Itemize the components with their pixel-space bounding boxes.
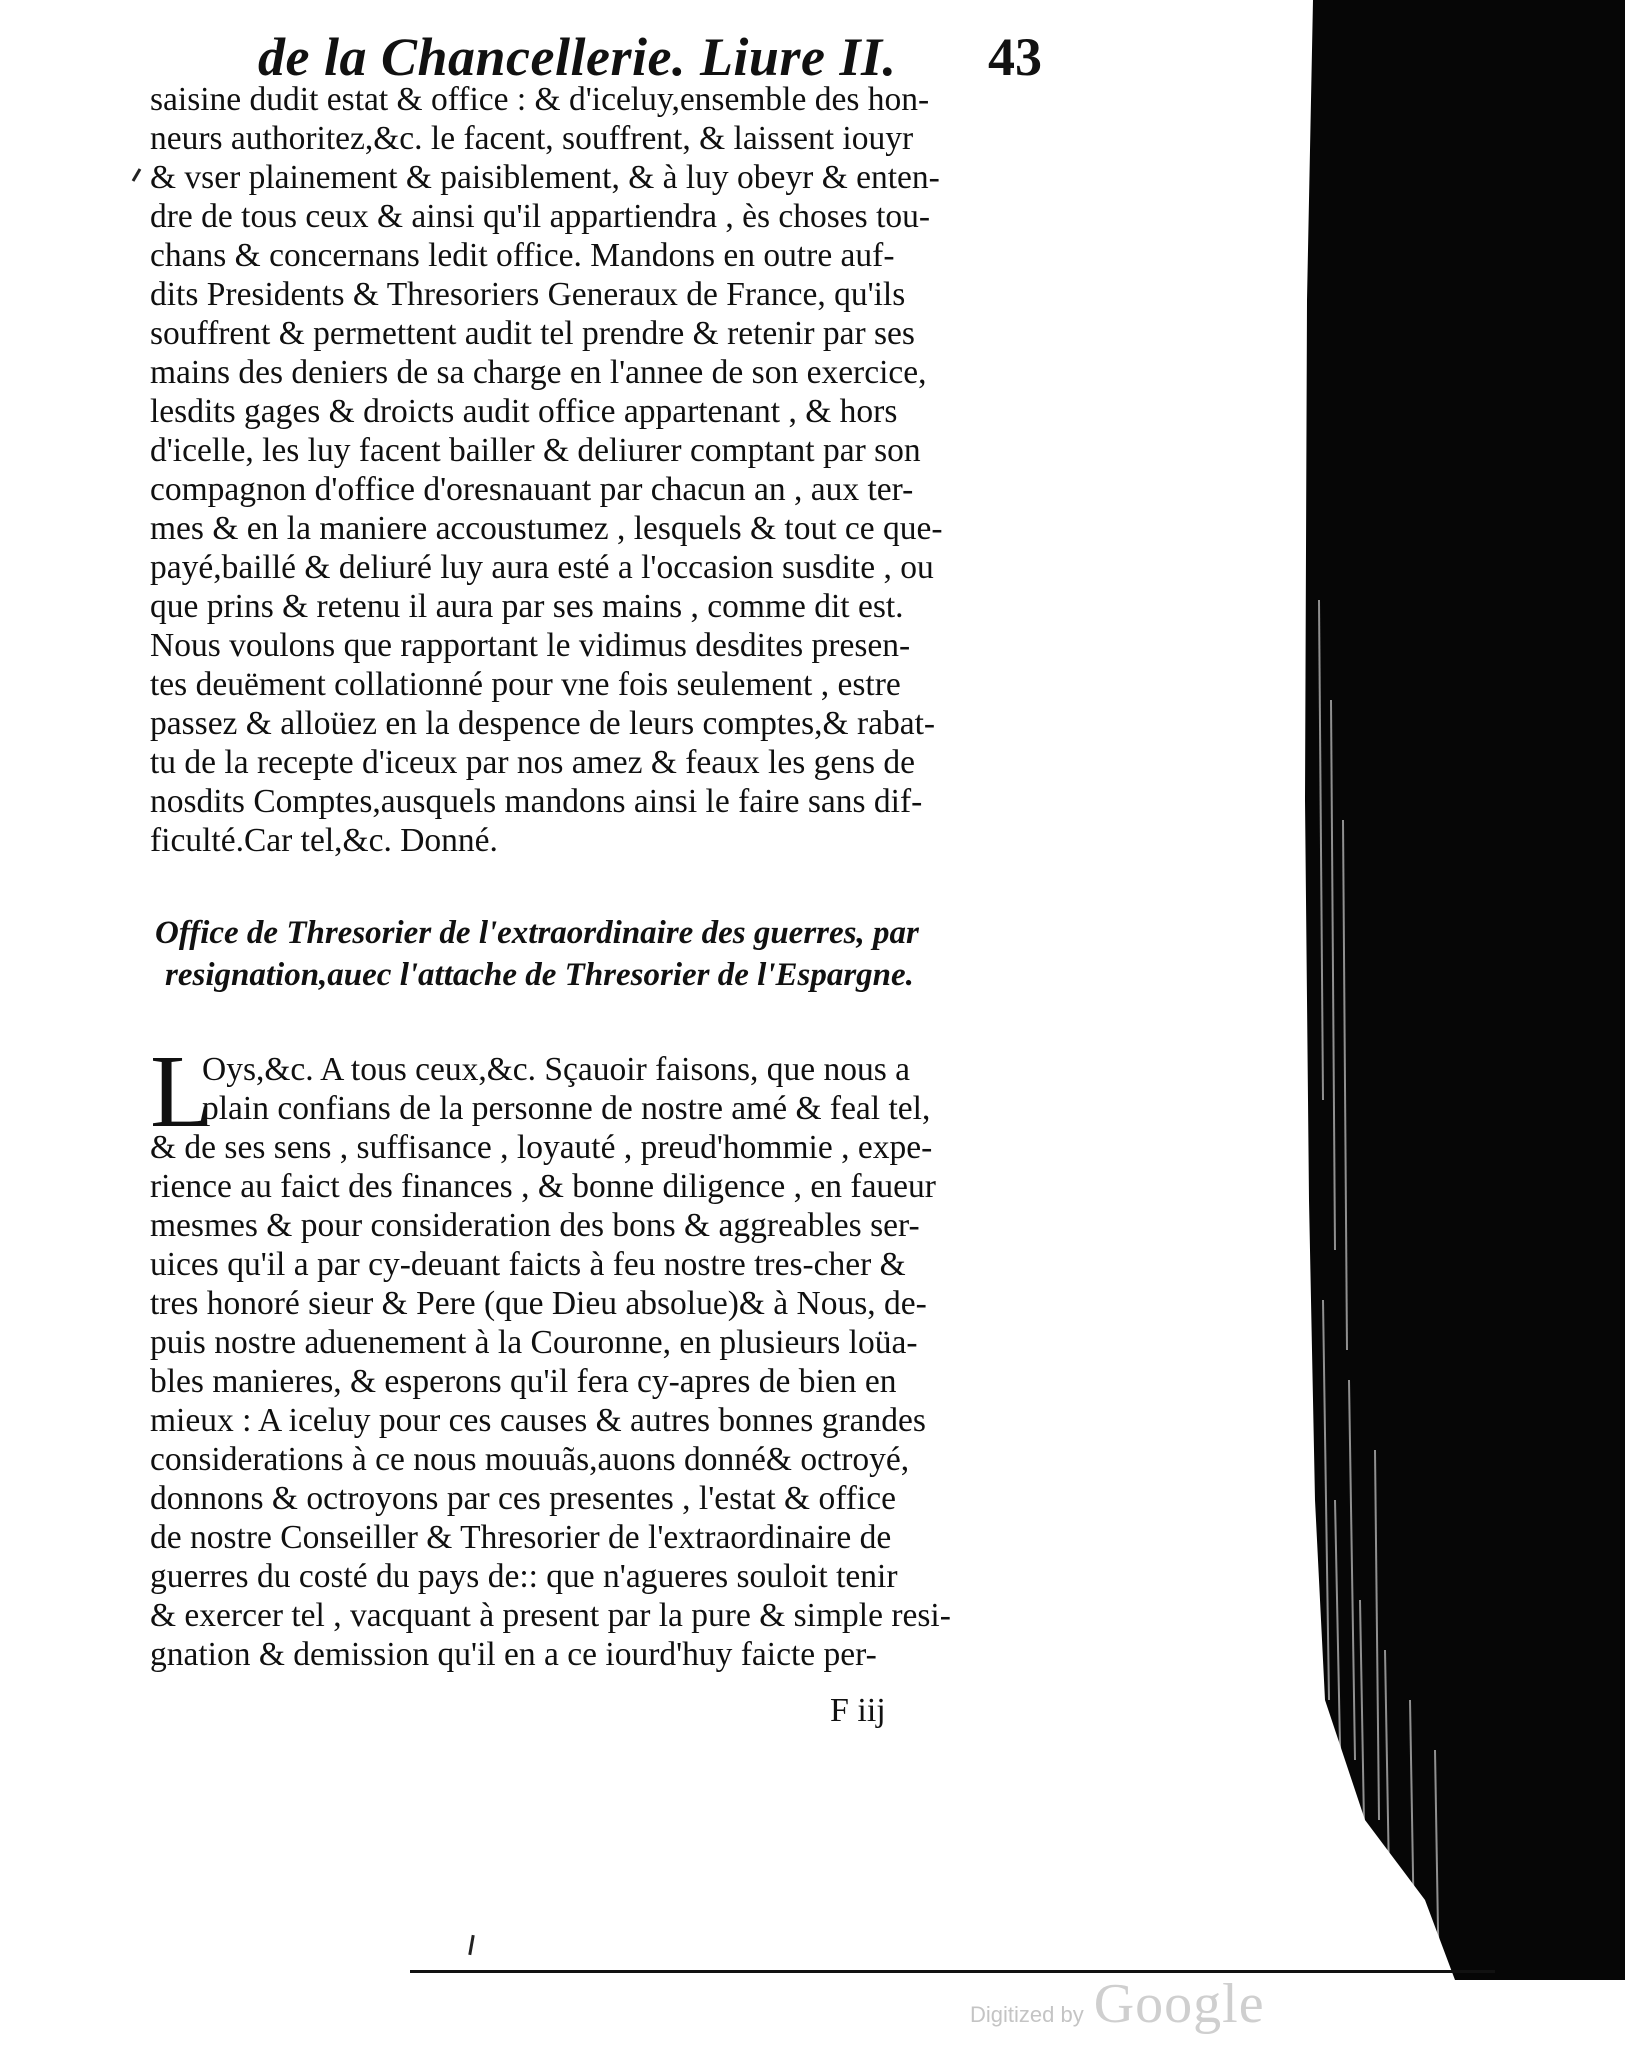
- text-line: tes deuëment collationné pour vne fois seulement , estre: [150, 666, 901, 703]
- paragraph-first: [150, 80, 1030, 860]
- bottom-rule: [410, 1970, 1495, 1973]
- text-line: passez & alloüez en la despence de leurs comptes,& rabat-: [150, 705, 936, 742]
- watermark-prefix: Digitized by: [970, 2002, 1084, 2027]
- text-line: mesmes & pour consideration des bons & aggreables ser-: [150, 1207, 920, 1244]
- heading-line: resignation,auec l'attache de Thresorier de l'Espargne.: [165, 957, 914, 993]
- text-line: que prins & retenu il aura par ses mains , comme dit est.: [150, 588, 904, 625]
- text-line: plain confians de la personne de nostre amé & feal tel,: [202, 1090, 931, 1127]
- text-line: mains des deniers de sa charge en l'annee de son exercice,: [150, 354, 927, 391]
- text-line: ficulté.Car tel,&c. Donné.: [150, 822, 498, 859]
- text-line: donnons & octroyons par ces presentes , l'estat & office: [150, 1480, 896, 1517]
- text-line: considerations à ce nous mouuãs,auons donné& octroyé,: [150, 1441, 910, 1478]
- text-line: tres honoré sieur & Pere (que Dieu absolue)& à Nous, de-: [150, 1285, 927, 1322]
- digitization-watermark: [970, 1972, 1265, 2036]
- text-line: & exercer tel , vacquant à present par la pure & simple resi-: [150, 1597, 951, 1634]
- text-line: uices qu'il a par cy-deuant faicts à feu nostre tres-cher &: [150, 1246, 906, 1283]
- text-line: mieux : A iceluy pour ces causes & autres bonnes grandes: [150, 1402, 926, 1439]
- section-heading: [155, 912, 1035, 996]
- text-line: Oys,&c. A tous ceux,&c. Sçauoir faisons, que nous a: [202, 1051, 911, 1088]
- text-line: nosdits Comptes,ausquels mandons ainsi le faire sans dif-: [150, 783, 923, 820]
- running-title: de la Chancellerie. Liure II.: [258, 27, 897, 87]
- text-line: puis nostre aduenement à la Couronne, en plusieurs loüa-: [150, 1324, 918, 1361]
- text-line: mes & en la maniere accoustumez , lesquels & tout ce que-: [150, 510, 943, 547]
- drop-cap: L: [150, 1034, 214, 1149]
- text-line: saisine dudit estat & office : & d'iceluy,ensemble des hon-: [150, 81, 930, 118]
- text-line: gnation & demission qu'il en a ce iourd'huy faicte per-: [150, 1636, 877, 1673]
- heading-line: Office de Thresorier de l'extraordinaire des guerres, par: [155, 915, 919, 951]
- text-line: tu de la recepte d'iceux par nos amez & feaux les gens de: [150, 744, 916, 781]
- text-line: neurs authoritez,&c. le facent, souffrent, & laissent iouyr: [150, 120, 914, 157]
- signature-mark: F iij: [830, 1692, 886, 1729]
- stray-ink-mark: [132, 168, 142, 182]
- text-line: rience au faict des finances , & bonne diligence , en faueur: [150, 1168, 936, 1205]
- stray-ink-mark: [468, 1935, 474, 1955]
- text-line: de nostre Conseiller & Thresorier de l'extraordinaire de: [150, 1519, 892, 1556]
- text-line: payé,baillé & deliuré luy aura esté a l'occasion susdite , ou: [150, 549, 934, 586]
- text-line: & vser plainement & paisiblement, & à luy obeyr & enten-: [150, 159, 940, 196]
- book-fore-edge: [1305, 0, 1625, 1990]
- text-line: & de ses sens , suffisance , loyauté , preud'hommie , expe-: [150, 1129, 933, 1166]
- page-header: [258, 18, 1048, 88]
- text-line: dits Presidents & Thresoriers Generaux de France, qu'ils: [150, 276, 906, 313]
- text-line: bles manieres, & esperons qu'il fera cy-apres de bien en: [150, 1363, 897, 1400]
- text-line: d'icelle, les luy facent bailler & deliurer comptant par son: [150, 432, 921, 469]
- text-line: souffrent & permettent audit tel prendre & retenir par ses: [150, 315, 915, 352]
- text-line: dre de tous ceux & ainsi qu'il appartiendra , ès choses tou-: [150, 198, 931, 235]
- watermark-brand: Google: [1093, 1973, 1265, 2035]
- paragraph-second: [150, 1034, 1030, 1674]
- text-line: guerres du costé du pays de:: que n'agueres souloit tenir: [150, 1558, 898, 1595]
- text-line: chans & concernans ledit office. Mandons en outre auf-: [150, 237, 895, 274]
- page-number: 43: [988, 27, 1042, 87]
- text-line: lesdits gages & droicts audit office appartenant , & hors: [150, 393, 898, 430]
- text-line: compagnon d'office d'oresnauant par chacun an , aux ter-: [150, 471, 914, 508]
- text-line: Nous voulons que rapportant le vidimus desdites presen-: [150, 627, 911, 664]
